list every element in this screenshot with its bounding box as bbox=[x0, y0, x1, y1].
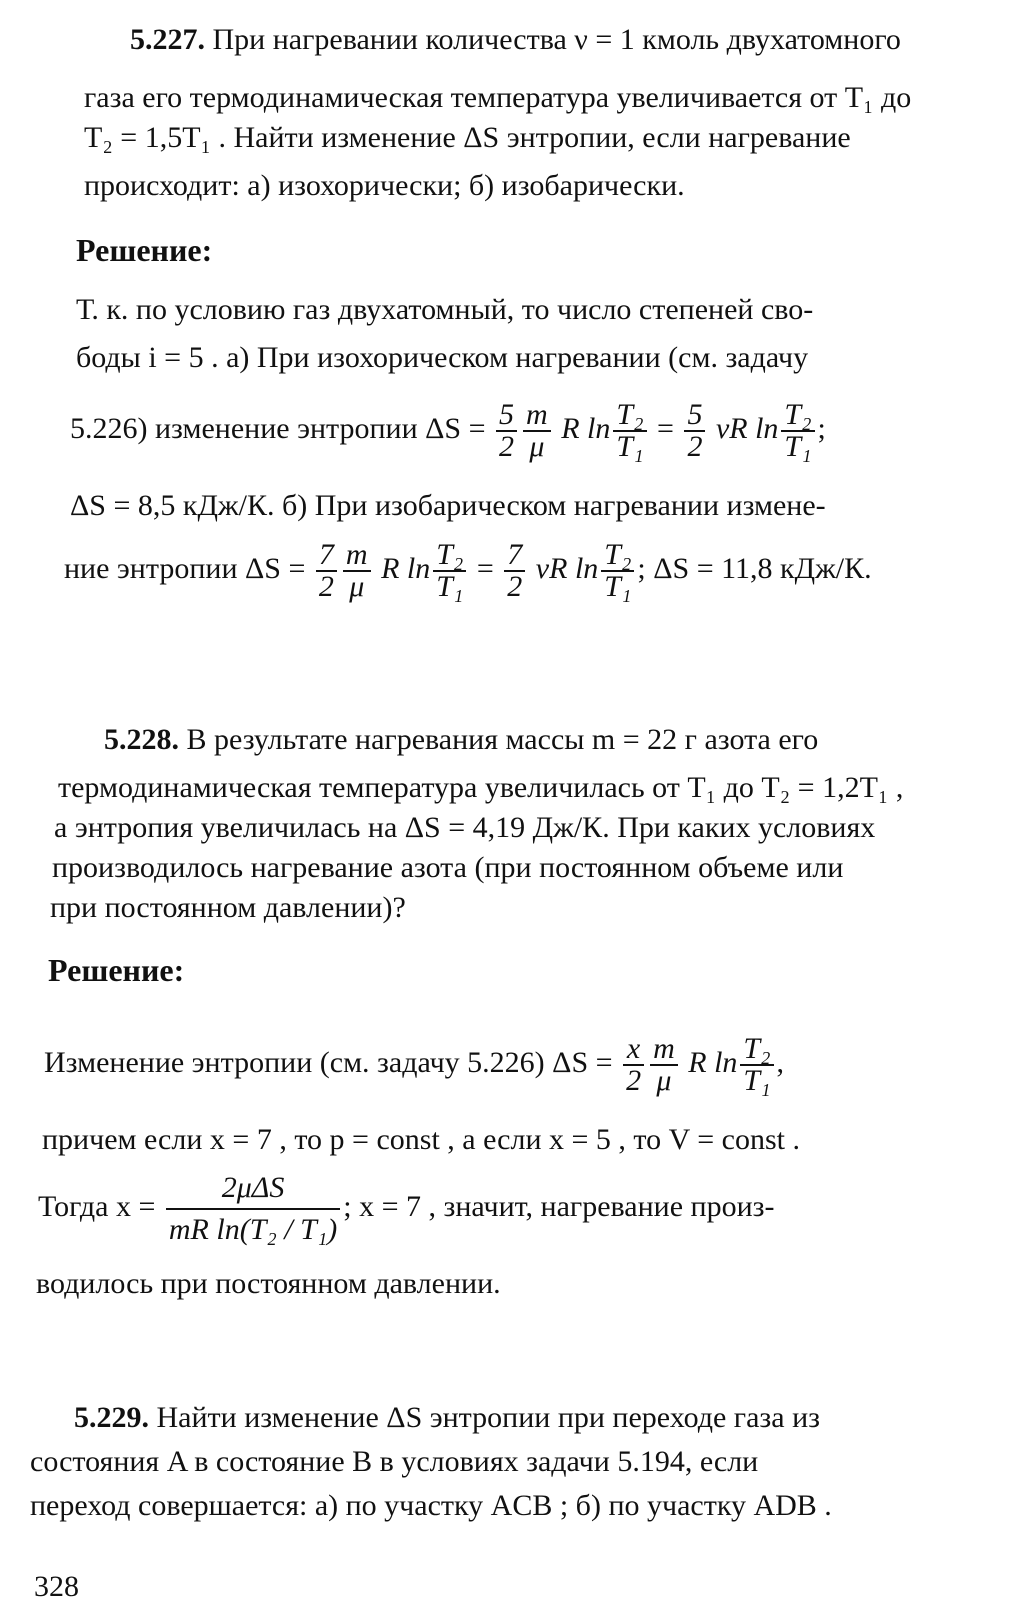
fraction: $\frac{\text{T₂}}{\text{T₁}}$ bbox=[433, 540, 466, 602]
fraction: $\frac{\text{T₂}}{\text{T₁}}$ bbox=[740, 1034, 773, 1096]
fraction: $\frac{7}{2}$ bbox=[504, 540, 525, 602]
fraction: $\frac{\text{2μΔS}}{\text{mR ln(T₂ / T₁)}}$ bbox=[166, 1168, 340, 1250]
fraction: $\frac{5}{2}$ bbox=[684, 400, 705, 462]
problem-229-number: 5.229. bbox=[74, 1401, 149, 1434]
fraction: $\frac{m}{\mu}$ bbox=[343, 540, 371, 602]
solution-228-line-2: причем если x = 7 , то p = const , а если x = 5 , то V = const . bbox=[42, 1123, 800, 1156]
solution-228-equation: Изменение энтропии (см. задачу 5.226) ΔS = $\frac{x}{2}$ $\frac{m}{\mu}$ R ln $\frac{\text{T₂}}{\text{T₁}}$ , bbox=[44, 1032, 785, 1097]
solution-228-heading: Решение: bbox=[48, 952, 185, 988]
problem-227-number: 5.227. bbox=[130, 23, 205, 56]
fraction: $\frac{m}{\mu}$ bbox=[523, 400, 551, 462]
problem-228-line-3: а энтропия увеличилась на ΔS = 4,19 Дж/К. При каких условиях bbox=[54, 811, 876, 844]
fraction: $\frac{\text{T₂}}{\text{T₁}}$ bbox=[781, 400, 814, 462]
problem-228-number: 5.228. bbox=[104, 723, 179, 756]
solution-228-x-equation: Тогда x = $\frac{\text{2μΔS}}{\text{mR ln(T₂ / T₁)}}$ ; x = 7 , значит, нагревание произ- bbox=[38, 1168, 775, 1250]
fraction: $\frac{x}{2}$ bbox=[623, 1034, 644, 1096]
problem-229-line-1: 5.229. Найти изменение ΔS энтропии при переходе газа из bbox=[74, 1401, 820, 1434]
fraction: $\frac{\text{T₂}}{\text{T₁}}$ bbox=[601, 540, 634, 602]
problem-227-line-2: газа его термодинамическая температура увеличивается от T₁ до bbox=[84, 81, 912, 114]
solution-227-line-1: Т. к. по условию газ двухатомный, то число степеней сво- bbox=[76, 293, 814, 326]
problem-228-line-1: 5.228. В результате нагревания массы m = 22 г азота его bbox=[104, 723, 819, 756]
solution-227-heading: Решение: bbox=[76, 232, 213, 268]
problem-228-line-4: производилось нагревание азота (при постоянном объеме или bbox=[52, 851, 844, 884]
solution-227-equation-1: 5.226) изменение энтропии ΔS = $\frac{5}{2}$ $\frac{m}{\mu}$ R ln $\frac{\text{T₂}}{\text{T₁}}$ = $\frac{5}{2}$ νR ln $\frac{\text{T₂}}{\text{T₁}}$ ; bbox=[70, 398, 826, 463]
solution-227-equation-2: ние энтропии ΔS = $\frac{7}{2}$ $\frac{m}{\mu}$ R ln $\frac{\text{T₂}}{\text{T₁}}$ = $\frac{7}{2}$ νR ln $\frac{\text{T₂}}{\text{T₁}}$ ; ΔS = 11,8 кДж/К. bbox=[64, 538, 872, 603]
page-number: 328 bbox=[34, 1570, 79, 1603]
solution-227-line-b: ΔS = 8,5 кДж/К. б) При изобарическом нагревании измене- bbox=[70, 489, 826, 522]
solution-228-line-last: водилось при постоянном давлении. bbox=[36, 1267, 501, 1300]
fraction: $\frac{m}{\mu}$ bbox=[650, 1034, 678, 1096]
problem-227-line-4: происходит: а) изохорически; б) изобарически. bbox=[84, 169, 685, 202]
fraction: $\frac{5}{2}$ bbox=[496, 400, 517, 462]
fraction: $\frac{7}{2}$ bbox=[316, 540, 337, 602]
problem-227-line-1: 5.227. При нагревании количества ν = 1 кмоль двухатомного bbox=[130, 23, 901, 56]
problem-228-line-2: термодинамическая температура увеличилась от T₁ до T₂ = 1,2T₁ , bbox=[58, 771, 904, 804]
fraction: $\frac{\text{T₂}}{\text{T₁}}$ bbox=[613, 400, 646, 462]
problem-227-line-3: T₂ = 1,5T₁ . Найти изменение ΔS энтропии, если нагревание bbox=[84, 121, 851, 154]
problem-229-line-3: переход совершается: а) по участку ACB ; б) по участку ADB . bbox=[30, 1489, 832, 1522]
problem-229-line-2: состояния A в состояние B в условиях задачи 5.194, если bbox=[30, 1445, 759, 1478]
problem-228-line-5: при постоянном давлении)? bbox=[50, 891, 406, 924]
solution-227-line-2: боды i = 5 . а) При изохорическом нагревании (см. задачу bbox=[76, 341, 809, 374]
